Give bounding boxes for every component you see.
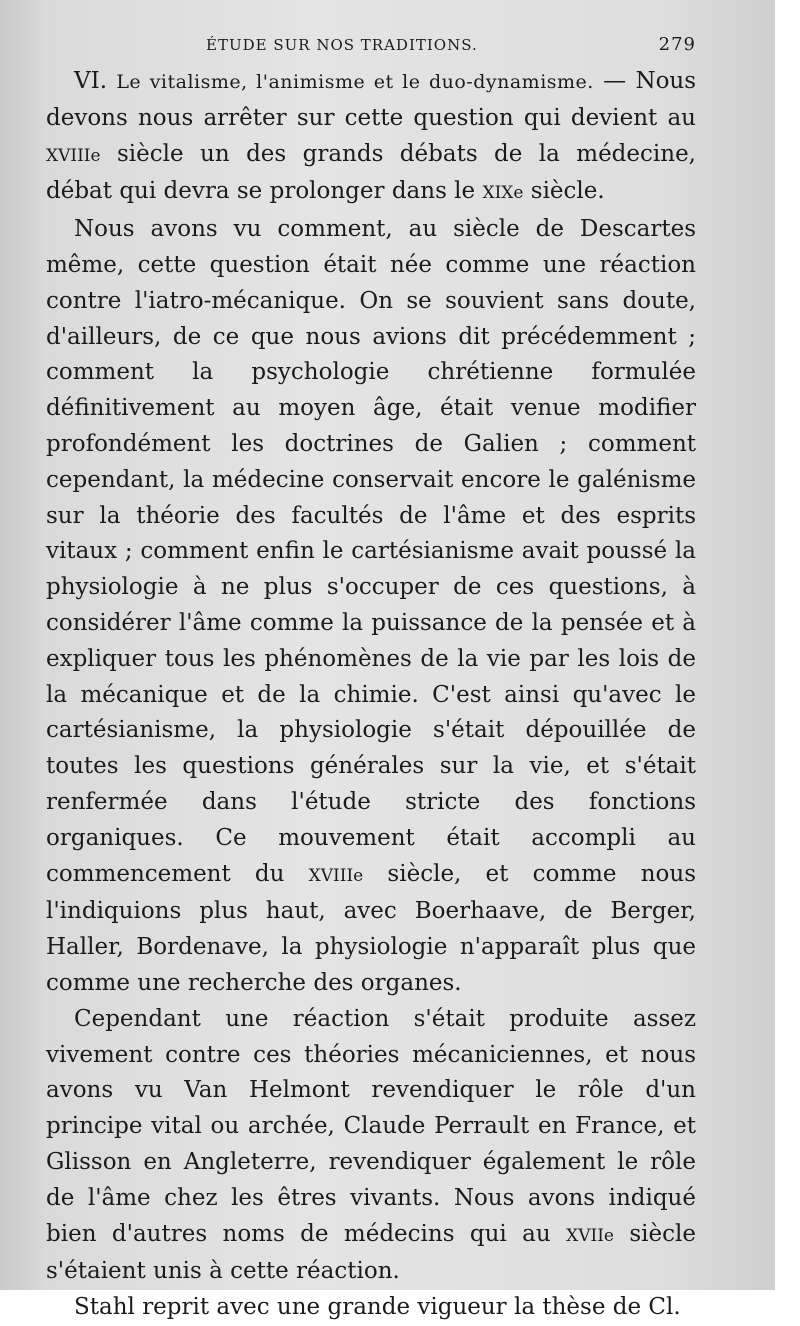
century-numeral: XVIIe [566,1225,614,1246]
century-numeral: XVIIIe [308,865,364,886]
paragraph-2-text-a: Nous avons vu comment, au siècle de Descartes même, cette question était née comme une réaction contre l'iatro-mécanique. On se souvient sans doute, d'ailleurs, de ce que nous avions dit précédemment ; comment la psychologie chrétienne formulée définitivement au moyen âge, était venue modifier profondément les doctrines de Galien ; comment cependant, la médecine conservait encore le galénisme sur la théorie des facultés de l'âme et des esprits vitaux ; comment enfin le cartésianisme avait poussé la physiologie à ne plus s'occuper de ces questions, à considérer l'âme comme la puissance de la pensée et à expliquer tous les phénomènes de la vie par les lois de la mécanique et de la chimie. C'est ainsi qu'avec le cartésianisme, la physiologie s'était dépouillée de toutes les questions générales sur la vie, et s'était renfermée dans l'étude stricte des fonctions organiques. Ce mouvement était accompli au commencement du [46,216,696,887]
running-title: ÉTUDE SUR NOS TRADITIONS. [206,36,478,54]
section-dash: — [593,68,627,94]
paragraph-2-text-b: siècle, et comme nous l'indiquions plus haut, avec Boerhaave, de Berger, Haller, Bordenave, la physiologie n'apparaît plus que comme une recherche des organes. [46,860,697,996]
paragraph-4-text: Stahl reprit avec une grande vigueur la thèse de Cl. [74,1294,681,1321]
paragraph-2 [46,212,696,1002]
section-number: VI. [74,68,108,94]
page-content [46,34,696,1326]
section-title: Le vitalisme, l'animisme et le duo-dynamisme. [116,71,594,93]
paragraph-1-text-b: siècle un des grands débats de la médecine, débat qui devra se prolonger dans le [46,140,696,205]
paragraph-1-text-c: siècle. [523,178,605,205]
paragraph-4 [46,1290,696,1326]
page-number: 279 [658,34,696,55]
paragraph-3-text-a: Cependant une réaction s'était produite assez vivement contre ces théories mécaniciennes, et nous avons vu Van Helmont revendiquer le rôle d'un principe vital ou archée, Claude Perrault en France, et Glisson en Angleterre, revendiquer également le rôle de l'âme chez les êtres vivants. Nous avons indiqué bien d'autres noms de médecins qui au [46,1005,696,1247]
century-numeral: XIXe [482,183,524,204]
paragraph-1-text-a: Nous devons nous arrêter sur cette question qui devient au [46,68,697,131]
paragraph-1 [46,64,696,212]
paragraph-3-text-b: siècle s'étaient unis à cette réaction. [46,1220,696,1285]
paragraph-3 [46,1002,696,1290]
running-head [46,34,696,64]
century-numeral: XVIIIe [46,145,101,166]
